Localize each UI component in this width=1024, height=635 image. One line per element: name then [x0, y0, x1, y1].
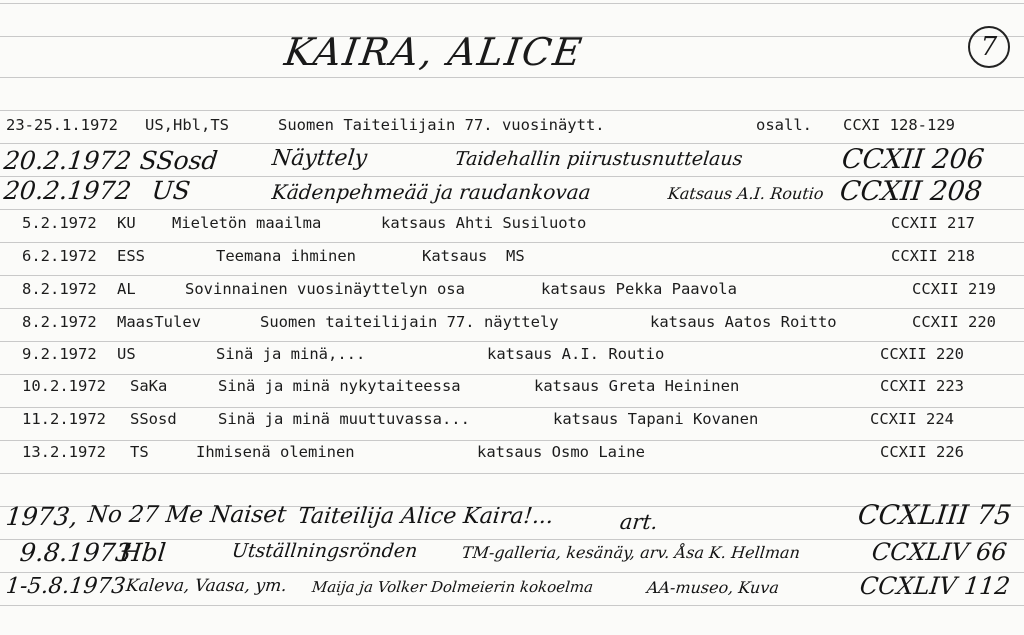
row-date: 8.2.1972 [22, 280, 97, 298]
row-ref: CCXII 217 [891, 214, 975, 232]
row-note: TM-galleria, kesänäy, arv. Åsa K. Hellman [461, 543, 801, 562]
row-note: Katsaus MS [422, 247, 525, 265]
row-date: 20.2.1972 [2, 146, 133, 175]
row-date: 6.2.1972 [22, 247, 97, 265]
row-title: Teemana ihminen [216, 247, 356, 265]
row-note: katsaus Osmo Laine [477, 443, 645, 461]
row-ref: CCXLIII 75 [856, 500, 1014, 531]
row-source: TS [130, 443, 149, 461]
row-ref: CCXII 206 [840, 144, 986, 175]
row-date: 11.2.1972 [22, 410, 106, 428]
row-note: osall. [756, 116, 812, 134]
row-note: katsaus A.I. Routio [487, 345, 665, 363]
row-ref: CCXII 208 [838, 176, 984, 207]
row-note: AA-museo, Kuva [646, 578, 780, 597]
row-note: Katsaus A.I. Routio [667, 184, 825, 203]
row-source: SSosd [138, 146, 220, 175]
card-title: KAIRA, ALICE [281, 30, 587, 74]
row-date: 1973, [4, 502, 80, 531]
row-ref: CCXII 224 [870, 410, 954, 428]
row-note: Taidehallin piirustusnuttelaus [453, 148, 744, 170]
row-source: KU [117, 214, 136, 232]
row-date: 9.2.1972 [22, 345, 97, 363]
row-title: Näyttely [270, 146, 369, 171]
row-note: katsaus Pekka Paavola [541, 280, 737, 298]
row-source: US [117, 345, 136, 363]
row-ref: CCXII 220 [912, 313, 996, 331]
row-title: Maija ja Volker Dolmeierin kokoelma [311, 578, 595, 596]
row-title: Sinä ja minä,... [216, 345, 366, 363]
row-source: US,Hbl,TS [145, 116, 229, 134]
row-date: 1-5.8.1973 [4, 574, 127, 599]
row-title: Utställningsrönden [230, 540, 419, 562]
row-source: Hbl [118, 538, 168, 567]
row-ref: CCXLIV 112 [858, 572, 1012, 600]
row-note: katsaus Aatos Roitto [650, 313, 837, 331]
row-source: SSosd [130, 410, 177, 428]
row-source: ESS [117, 247, 145, 265]
row-ref: CCXII 220 [880, 345, 964, 363]
row-ref: CCXLIV 66 [870, 538, 1009, 566]
row-title: Sinä ja minä nykytaiteessa [218, 377, 461, 395]
row-ref: CCXII 219 [912, 280, 996, 298]
row-date: 13.2.1972 [22, 443, 106, 461]
row-ref: CCXII 226 [880, 443, 964, 461]
row-source: No 27 Me Naiset [86, 502, 288, 528]
row-title: Suomen taiteilijain 77. näyttely [260, 313, 559, 331]
row-ref: CCXII 218 [891, 247, 975, 265]
card-number-circle: 7 [968, 26, 1010, 68]
row-source: US [150, 176, 192, 205]
row-source: MaasTulev [117, 313, 201, 331]
row-title: Taiteilija Alice Kaira!... [296, 504, 555, 529]
row-note: katsaus Tapani Kovanen [553, 410, 759, 428]
row-date: 23-25.1.1972 [6, 116, 118, 134]
row-date: 20.2.1972 [2, 176, 133, 205]
row-title: Suomen Taiteilijain 77. vuosinäytt. [278, 116, 605, 134]
row-source: SaKa [130, 377, 168, 395]
row-title: Mieletön maailma [172, 214, 322, 232]
row-date: 10.2.1972 [22, 377, 106, 395]
row-note: art. [618, 510, 659, 534]
row-title: Kädenpehmeää ja raudankovaa [270, 180, 592, 204]
row-note: katsaus Greta Heininen [534, 377, 740, 395]
row-title: Ihmisenä oleminen [196, 443, 355, 461]
row-title: Sovinnainen vuosinäyttelyn osa [185, 280, 465, 298]
row-ref: CCXI 128-129 [843, 116, 955, 134]
row-title: Sinä ja minä muuttuvassa... [218, 410, 470, 428]
row-ref: CCXII 223 [880, 377, 964, 395]
row-source: AL [117, 280, 136, 298]
row-date: 8.2.1972 [22, 313, 97, 331]
row-source: Kalevа, Vaasa, ym. [124, 576, 288, 596]
row-note: katsaus Ahti Susiluoto [381, 214, 587, 232]
row-date: 9.8.1973 [18, 538, 133, 567]
row-date: 5.2.1972 [22, 214, 97, 232]
